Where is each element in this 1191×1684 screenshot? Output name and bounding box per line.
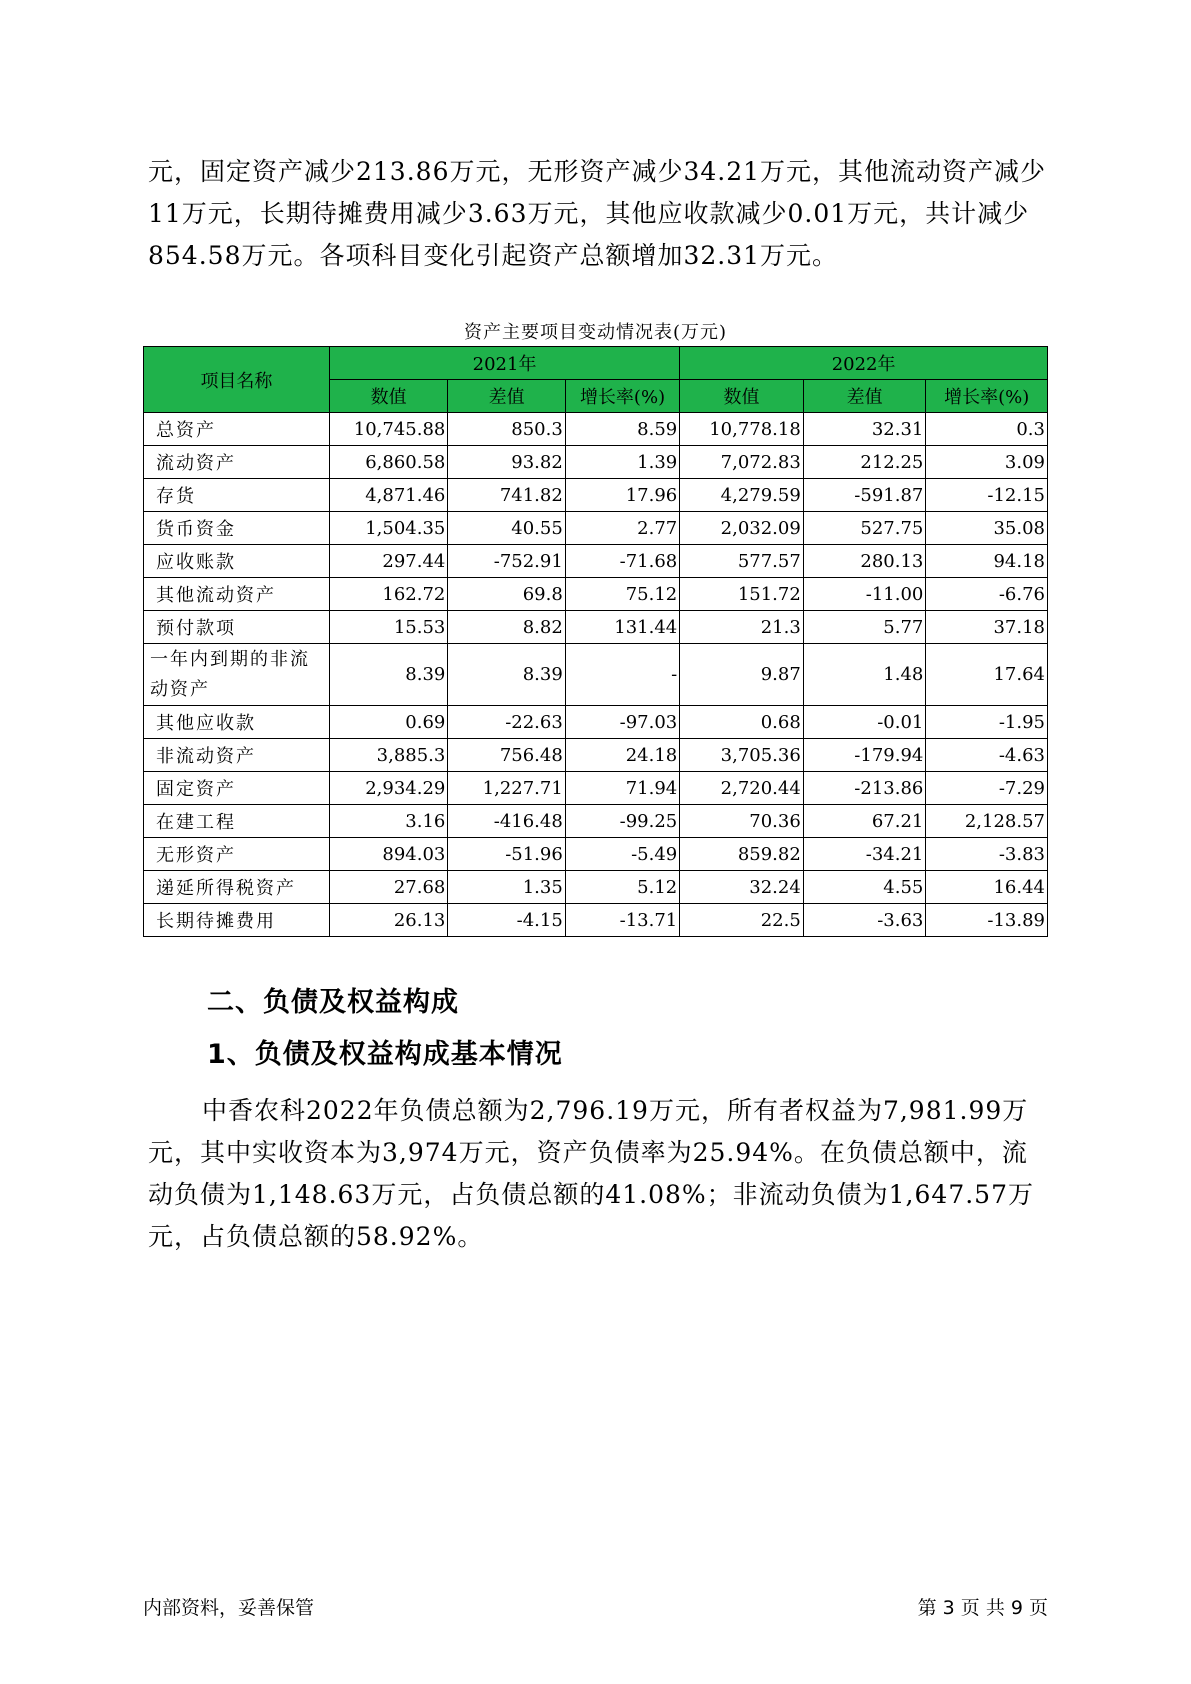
cell-diff-2022: 67.21 (803, 805, 926, 838)
row-item-name: 非流动资产 (144, 739, 330, 772)
cell-diff-2021: 40.55 (448, 512, 565, 545)
table-row (144, 578, 1048, 611)
row-item-name: 预付款项 (144, 611, 330, 644)
row-item-name: 固定资产 (144, 772, 330, 805)
cell-growth-2021: 24.18 (565, 739, 679, 772)
cell-value-2022: 4,279.59 (680, 479, 804, 512)
cell-value-2021: 26.13 (329, 904, 447, 937)
cell-growth-2021: -71.68 (565, 545, 679, 578)
cell-growth-2022: 3.09 (926, 446, 1048, 479)
cell-value-2021: 894.03 (329, 838, 447, 871)
cell-value-2021: 297.44 (329, 545, 447, 578)
table-row (144, 772, 1048, 805)
cell-value-2021: 2,934.29 (329, 772, 447, 805)
cell-value-2021: 10,745.88 (329, 413, 447, 446)
cell-growth-2022: -12.15 (926, 479, 1048, 512)
table-row (144, 904, 1048, 937)
cell-diff-2022: -34.21 (803, 838, 926, 871)
cell-growth-2021: 5.12 (565, 871, 679, 904)
cell-value-2022: 577.57 (680, 545, 804, 578)
cell-growth-2022: -7.29 (926, 772, 1048, 805)
cell-diff-2021: 69.8 (448, 578, 565, 611)
cell-diff-2022: -213.86 (803, 772, 926, 805)
cell-diff-2022: 1.48 (803, 644, 926, 706)
cell-value-2021: 6,860.58 (329, 446, 447, 479)
row-item-name: 货币资金 (144, 512, 330, 545)
cell-growth-2021: -5.49 (565, 838, 679, 871)
subsection-heading: 1、负债及权益构成基本情况 (207, 1039, 563, 1070)
cell-growth-2021: 131.44 (565, 611, 679, 644)
table-row (144, 413, 1048, 446)
cell-growth-2021: 75.12 (565, 578, 679, 611)
row-item-name: 其他应收款 (144, 706, 330, 739)
cell-value-2021: 1,504.35 (329, 512, 447, 545)
table-row (144, 805, 1048, 838)
cell-diff-2022: -3.63 (803, 904, 926, 937)
table-row (144, 871, 1048, 904)
cell-value-2022: 859.82 (680, 838, 804, 871)
cell-growth-2021: 2.77 (565, 512, 679, 545)
row-item-name: 在建工程 (144, 805, 330, 838)
header-diff-2021: 差值 (448, 380, 565, 413)
cell-growth-2021: 8.59 (565, 413, 679, 446)
row-item-name: 无形资产 (144, 838, 330, 871)
cell-growth-2022: 2,128.57 (926, 805, 1048, 838)
cell-growth-2021: -13.71 (565, 904, 679, 937)
cell-value-2022: 9.87 (680, 644, 804, 706)
table-row (144, 838, 1048, 871)
table-row (144, 512, 1048, 545)
cell-growth-2022: 16.44 (926, 871, 1048, 904)
cell-value-2022: 151.72 (680, 578, 804, 611)
row-item-name: 其他流动资产 (144, 578, 330, 611)
row-item-name: 存货 (144, 479, 330, 512)
cell-diff-2021: -416.48 (448, 805, 565, 838)
cell-diff-2021: -22.63 (448, 706, 565, 739)
cell-diff-2021: 8.39 (448, 644, 565, 706)
table-row (144, 611, 1048, 644)
header-value-2021: 数值 (329, 380, 447, 413)
cell-value-2022: 2,720.44 (680, 772, 804, 805)
cell-diff-2021: 8.82 (448, 611, 565, 644)
cell-diff-2021: -752.91 (448, 545, 565, 578)
assets-change-table (143, 346, 1048, 937)
table-row (144, 479, 1048, 512)
cell-growth-2022: 17.64 (926, 644, 1048, 706)
cell-diff-2021: -51.96 (448, 838, 565, 871)
table-row (144, 446, 1048, 479)
cell-diff-2021: 93.82 (448, 446, 565, 479)
table-row (144, 739, 1048, 772)
body-paragraph-bottom: 中香农科2022年负债总额为2,796.19万元，所有者权益为7,981.99万元，其中实收资本为3,974万元，资产负债率为25.94%。在负债总额中，流动负债为1,148.63万元，占负债总额的41.08%；非流动负债为1,647.57万元，占负债总额的58.92%。 (148, 1096, 1034, 1251)
row-item-name: 递延所得税资产 (144, 871, 330, 904)
header-item-name: 项目名称 (144, 347, 330, 413)
cell-growth-2021: 17.96 (565, 479, 679, 512)
cell-value-2021: 4,871.46 (329, 479, 447, 512)
cell-growth-2021: 71.94 (565, 772, 679, 805)
cell-diff-2022: -11.00 (803, 578, 926, 611)
cell-growth-2022: 94.18 (926, 545, 1048, 578)
row-item-name: 一年内到期的非流动资产 (144, 644, 330, 706)
row-item-name: 流动资产 (144, 446, 330, 479)
footer-confidential-note: 内部资料，妥善保管 (143, 1597, 315, 1619)
cell-value-2021: 15.53 (329, 611, 447, 644)
header-year-2022: 2022年 (680, 347, 1048, 380)
cell-diff-2021: 850.3 (448, 413, 565, 446)
header-value-2022: 数值 (680, 380, 804, 413)
cell-diff-2022: -591.87 (803, 479, 926, 512)
cell-diff-2022: 212.25 (803, 446, 926, 479)
header-diff-2022: 差值 (803, 380, 926, 413)
cell-value-2021: 162.72 (329, 578, 447, 611)
cell-growth-2021: -99.25 (565, 805, 679, 838)
row-item-name: 长期待摊费用 (144, 904, 330, 937)
cell-growth-2022: 35.08 (926, 512, 1048, 545)
cell-growth-2021: -97.03 (565, 706, 679, 739)
cell-value-2022: 32.24 (680, 871, 804, 904)
cell-diff-2021: 756.48 (448, 739, 565, 772)
cell-diff-2022: 32.31 (803, 413, 926, 446)
cell-growth-2022: 37.18 (926, 611, 1048, 644)
header-growth-2022: 增长率(%) (926, 380, 1048, 413)
cell-diff-2021: 1,227.71 (448, 772, 565, 805)
cell-diff-2022: -0.01 (803, 706, 926, 739)
cell-value-2022: 21.3 (680, 611, 804, 644)
table-row (144, 644, 1048, 706)
cell-value-2022: 70.36 (680, 805, 804, 838)
cell-value-2022: 2,032.09 (680, 512, 804, 545)
cell-diff-2022: -179.94 (803, 739, 926, 772)
cell-diff-2021: 1.35 (448, 871, 565, 904)
cell-growth-2022: 0.3 (926, 413, 1048, 446)
cell-value-2021: 3.16 (329, 805, 447, 838)
cell-value-2021: 8.39 (329, 644, 447, 706)
body-paragraph-top: 元，固定资产减少213.86万元，无形资产减少34.21万元，其他流动资产减少11万元，长期待摊费用减少3.63万元，其他应收款减少0.01万元，共计减少854.58万元。各项科目变化引起资产总额增加32.31万元。 (148, 157, 1047, 270)
cell-growth-2022: -4.63 (926, 739, 1048, 772)
cell-diff-2022: 527.75 (803, 512, 926, 545)
cell-value-2021: 3,885.3 (329, 739, 447, 772)
row-item-name: 应收账款 (144, 545, 330, 578)
cell-diff-2022: 280.13 (803, 545, 926, 578)
cell-growth-2021: - (565, 644, 679, 706)
cell-growth-2022: -1.95 (926, 706, 1048, 739)
cell-value-2022: 3,705.36 (680, 739, 804, 772)
table-row (144, 706, 1048, 739)
cell-diff-2022: 5.77 (803, 611, 926, 644)
cell-growth-2021: 1.39 (565, 446, 679, 479)
cell-value-2021: 27.68 (329, 871, 447, 904)
cell-value-2022: 0.68 (680, 706, 804, 739)
cell-value-2022: 7,072.83 (680, 446, 804, 479)
cell-diff-2021: 741.82 (448, 479, 565, 512)
table-row (144, 545, 1048, 578)
cell-value-2022: 10,778.18 (680, 413, 804, 446)
row-item-name: 总资产 (144, 413, 330, 446)
cell-diff-2021: -4.15 (448, 904, 565, 937)
footer-page-number: 第 3 页 共 9 页 (917, 1597, 1048, 1619)
cell-growth-2022: -6.76 (926, 578, 1048, 611)
section-heading: 二、负债及权益构成 (207, 987, 459, 1018)
header-growth-2021: 增长率(%) (565, 380, 679, 413)
cell-growth-2022: -3.83 (926, 838, 1048, 871)
cell-value-2021: 0.69 (329, 706, 447, 739)
cell-diff-2022: 4.55 (803, 871, 926, 904)
cell-value-2022: 22.5 (680, 904, 804, 937)
table-body (144, 413, 1048, 937)
header-year-2021: 2021年 (329, 347, 679, 380)
cell-growth-2022: -13.89 (926, 904, 1048, 937)
table-caption: 资产主要项目变动情况表(万元) (463, 322, 728, 343)
